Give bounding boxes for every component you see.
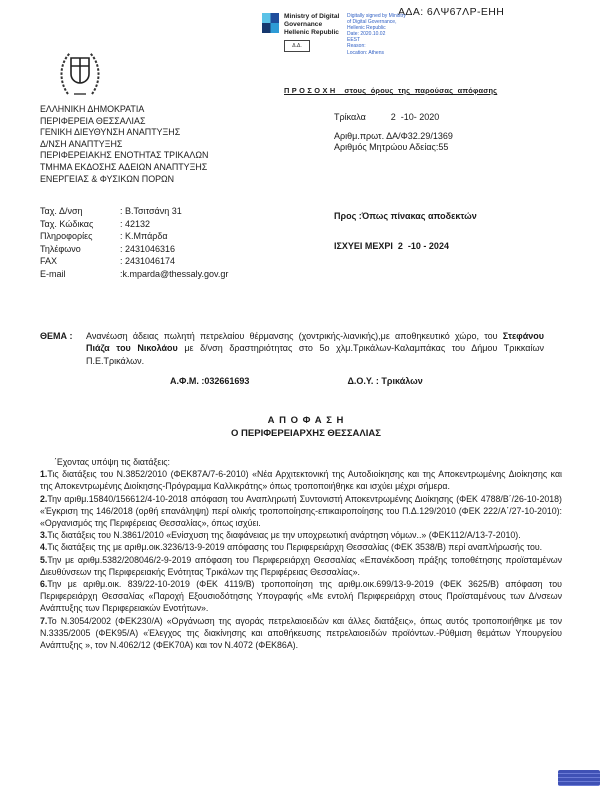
letterhead-line: ΕΝΕΡΓΕΙΑΣ & ΦΥΣΙΚΩΝ ΠΟΡΩΝ — [40, 173, 175, 184]
item-text: Την αριθμ.15840/156612/4-10-2018 απόφαση του Αναπληρωτή Συντονιστή Αποκεντρωμένης Διοίκησης (ΦΕΚ 4788/Β΄/26-10-2018) «Έγκριση της 146/2018 (ορθή επανάληψη) περί ολικής τροποποίησης-επικαιροποίησης του Π.Δ.129/2010 (ΦΕΚ 222/Α΄/27-10-2010): «Οργανισμός της Περιφέρειας Θεσσαλίας», όπως ισχύει. — [40, 493, 562, 529]
item-text: Τις διατάξεις της με αριθμ.οικ.3236/13-9-2019 απόφασης του Περιφερειάρχη Θεσσαλίας (ΦΕΚ 3538/Β) περί αναπλήρωσής του. — [47, 542, 543, 553]
subject-label: ΘΕΜΑ : — [40, 331, 73, 341]
letterhead-line: Δ/ΝΣΗ ΑΝΑΠΤΥΞΗΣ — [40, 138, 123, 149]
valid-until: ΙΣΧΥΕΙ ΜΕΧΡΙ 2 -10 - 2024 — [334, 241, 449, 251]
item-text: Την με αριθμ.5382/208046/2-9-2019 απόφαση του Περιφερειάρχη Θεσσαλίας «Επανέκδοση πράξης τοποθέτησης προϊσταμένων Διευθύνσεων της Περιφερειακής Ενότητας Τρικάλων της Περιφέρειας Θεσσαλίας». — [40, 554, 562, 577]
item-number: 6. — [40, 579, 48, 590]
item-number: 7. — [40, 615, 48, 626]
having-regard: ΄Εχοντας υπόψη τις διατάξεις: — [54, 457, 170, 467]
signed-line: Date: 2020.10.02 — [347, 31, 386, 38]
contact-row — [40, 243, 228, 256]
subject-part2: με δ/νση δραστηριότητας στο 5ο χλμ.Τρικάλων-Καλαμπάκας του Δήμου Τρικκαίων Π.Ε.Τρικάλων. — [86, 343, 544, 366]
item-text: Το Ν.3054/2002 (ΦΕΚ230/Α) «Οργάνωση της αγοράς πετρελαιοειδών και άλλες διατάξεις», όπως αυτός τροποποιήθηκε με τον Ν.3335/2005 (ΦΕΚ95/Α) «Έλεγχος της διακίνησης και αποθήκευσης πετρελαιοειδών προϊόντων.-Ρύθμιση θεμάτων Υπουργείου Ανάπτυξης », τον Ν.4062/12 (ΦΕΚ70Α) και τον Ν.4072 (ΦΕΚ86Α). — [40, 615, 562, 651]
item-text: Την με αριθμ.οικ. 839/22-10-2019 (ΦΕΚ 4119/Β) τροποποίηση της αριθμ.οικ.699/13-9-2019 (ΦΕΚ 3625/Β) απόφαση του Περιφερειάρχη Θεσσαλίας «Παροχή Εξουσιοδότησης Υπογραφής «Με εντολή Περιφερειάρχη στους Προϊσταμένους των Δ/νσεων Ανάπτυξης των Περιφερειακών Ενοτήτων». — [40, 579, 562, 614]
legal-item-5 — [40, 554, 562, 578]
item-number: 4. — [40, 542, 48, 553]
letterhead-line: ΓΕΝΙΚΗ ΔΙΕΥΘΥΝΣΗ ΑΝΑΠΤΥΞΗΣ — [40, 127, 181, 138]
ada-code: ΑΔΑ: 6ΛΨ67ΛΡ-ΕΗΗ — [398, 6, 505, 18]
decision-authority: Ο ΠΕΡΙΦΕΡΕΙΑΡΧΗΣ ΘΕΣΣΑΛΙΑΣ — [231, 428, 381, 439]
signed-line: EEST — [347, 37, 361, 44]
contact-label: Ταχ. Δ/νση — [40, 206, 83, 216]
afm-number: Α.Φ.Μ. :032661693 — [170, 376, 250, 386]
ministry-name-line: Ministry of Digital — [284, 13, 340, 20]
legal-item-6 — [40, 578, 562, 615]
ministry-name — [284, 13, 342, 36]
contact-value: : 2431046174 — [120, 256, 176, 267]
contact-value: : Β.Τσιτσάνη 31 — [120, 206, 182, 216]
applicant-name: Στεφάνου Πιάζα του Νικολάου — [86, 331, 544, 354]
contact-value: : 2431046316 — [120, 243, 176, 254]
reference-block — [334, 112, 453, 152]
item-text: Τις διατάξεις του Ν.3852/2010 (ΦΕΚ87Α/7-6-2010) «Νέα Αρχιτεκτονική της Αυτοδιοίκησης και της Αποκεντρωμένης Διοίκησης και της Αποκεντρωμένης Διοίκησης-Πρόγραμμα Καλλικράτης» όπως τροποποιήθηκε και ισχύει μέχρι σήμερα. — [40, 469, 562, 492]
legal-item-4 — [40, 541, 562, 553]
ministry-logo-icon — [262, 13, 279, 33]
legal-item-7 — [40, 615, 562, 652]
tax-info — [170, 376, 423, 386]
contact-label: Ταχ. Κώδικας — [40, 218, 94, 229]
contact-row — [40, 205, 228, 218]
signed-line: Reason: — [347, 43, 366, 50]
letterhead-line: ΕΛΛΗΝΙΚΗ ΔΗΜΟΚΡΑΤΙΑ — [40, 104, 145, 114]
city-date: Τρίκαλα 2 -10- 2020 — [334, 112, 440, 122]
registry-number: Αριθμός Μητρώου Αδείας:55 — [334, 142, 449, 152]
decision-title: Α Π Ο Φ Α Σ Η — [267, 415, 345, 426]
contact-label: Πληροφορίες — [40, 231, 93, 242]
contact-value: : Κ.Μπάρδα — [120, 231, 168, 242]
validation-stamp: Δ.Δ. — [284, 40, 310, 52]
letterhead-line: ΤΜΗΜΑ ΕΚΔΟΣΗΣ ΑΔΕΙΩΝ ΑΝΑΠΤΥΞΗΣ — [40, 161, 208, 172]
contact-value: : 42132 — [120, 218, 151, 229]
item-number: 5. — [40, 554, 48, 565]
item-text: Τις διατάξεις του Ν.3861/2010 «Ενίσχυση της διαφάνειας με την υποχρεωτική ανάρτηση νόμων..» (ΦΕΚ112/Α/13-7-2010). — [47, 530, 521, 541]
ministry-name-line: Governance — [284, 20, 323, 28]
signed-line: of Digital Governance, — [347, 19, 397, 26]
contact-label: E-mail — [40, 268, 66, 279]
legal-item-1 — [40, 468, 562, 492]
item-number: 2. — [40, 493, 48, 504]
recipients-line: Προς :Όπως πίνακας αποδεκτών — [334, 211, 477, 221]
contact-details — [40, 205, 228, 281]
contact-label: FAX — [40, 256, 58, 267]
doy-office: Δ.Ο.Υ. : Τρικάλων — [347, 376, 423, 386]
contact-label: Τηλέφωνο — [40, 243, 81, 254]
protocol-number: Αριθμ.πρωτ. ΔΑ/Φ32.29/1369 — [334, 131, 453, 141]
contact-row — [40, 255, 228, 268]
greek-emblem-icon — [56, 48, 104, 98]
decision-body — [40, 456, 562, 651]
contact-row — [40, 230, 228, 243]
footer-badge — [558, 770, 600, 786]
letterhead-line: ΠΕΡΙΦΕΡΕΙΑΚΗΣ ΕΝΟΤΗΤΑΣ ΤΡΙΚΑΛΩΝ — [40, 150, 209, 161]
legal-item-2 — [40, 493, 562, 530]
letterhead — [40, 104, 208, 185]
signed-line: Digitally signed by Ministry — [347, 13, 406, 19]
subject-block — [40, 330, 560, 367]
letterhead-line: ΠΕΡΙΦΕΡΕΙΑ ΘΕΣΣΑΛΙΑΣ — [40, 115, 146, 126]
subject-part1: Ανανέωση άδειας πωλητή πετρελαίου θέρμανσης (χοντρικής-λιανικής),με αποθηκευτικό χώρο, του — [86, 331, 503, 341]
legal-item-3 — [40, 529, 562, 541]
signed-line: Location: Athens — [347, 49, 384, 56]
item-number: 3. — [40, 530, 48, 541]
digitally-signed-text — [347, 13, 437, 56]
contact-row — [40, 218, 228, 231]
item-number: 1. — [40, 469, 48, 480]
contact-row — [40, 268, 228, 281]
signed-line: Hellenic Republic — [347, 25, 386, 32]
contact-value: :k.mparda@thessaly.gov.gr — [120, 268, 229, 279]
subject-text — [86, 330, 544, 367]
ministry-name-line: Hellenic Republic — [284, 28, 339, 36]
attention-note: Π Ρ Ο Σ Ο Χ Η στους όρους της παρούσας απόφασης — [284, 86, 498, 95]
